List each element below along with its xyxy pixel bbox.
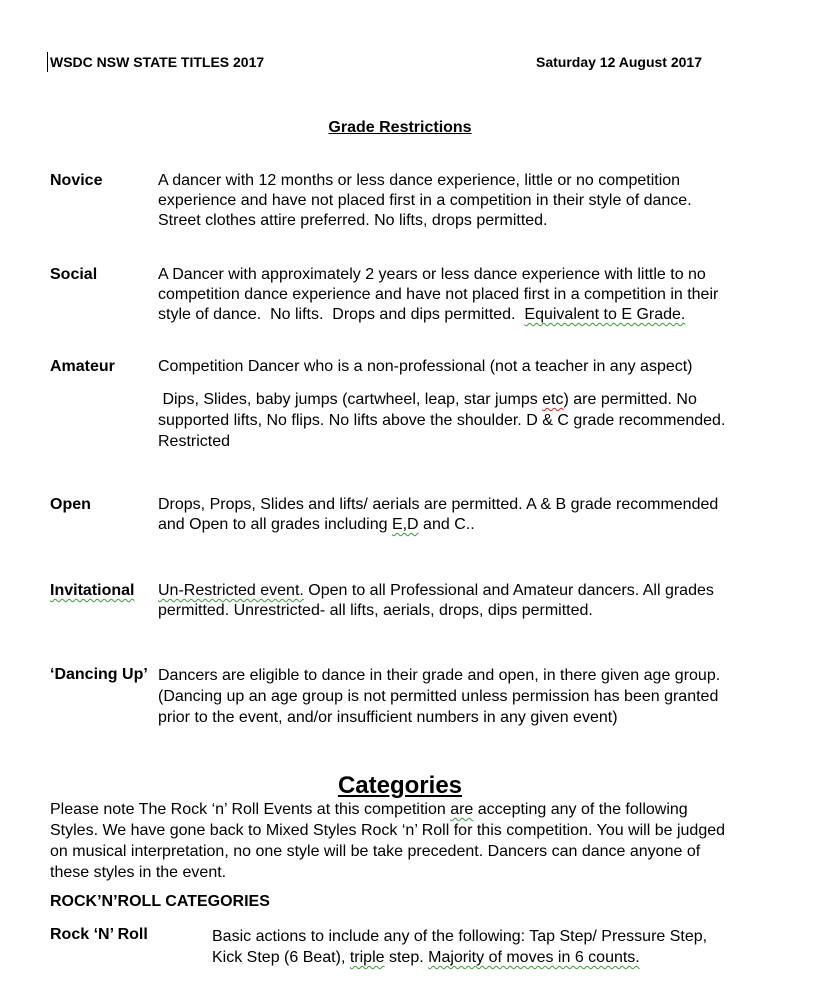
term-dancing-up: ‘Dancing Up’	[50, 666, 148, 683]
flagged-text: are	[450, 801, 474, 818]
term-social: Social	[50, 266, 98, 283]
term-invitational: Invitational	[50, 582, 135, 599]
definition-line: Street clothes attire preferred. No lifts, drops permitted.	[158, 212, 548, 229]
paragraph-line: these styles in the event.	[50, 864, 227, 881]
flagged-text: etc	[542, 391, 564, 408]
definition-amateur-details	[158, 389, 768, 452]
definition-line: A dancer with 12 months or less dance experience, little or no competition	[158, 172, 681, 189]
term-novice: Novice	[50, 172, 103, 189]
definition-novice	[158, 171, 768, 231]
definition-line: Kick Step (6 Beat), triple step. Majority of moves in 6 counts.	[212, 949, 640, 966]
definition-dancing-up	[158, 665, 768, 728]
paragraph-line: on musical interpretation, no one style will be take precedent. Dancers can dance anyone of	[50, 843, 701, 860]
paragraph-line: Styles. We have gone back to Mixed Styles Rock ‘n’ Roll for this competition. You will be judged	[50, 822, 726, 839]
definition-social	[158, 265, 768, 325]
definition-line: Basic actions to include any of the following: Tap Step/ Pressure Step,	[212, 928, 708, 945]
definition-line: supported lifts, No flips. No lifts above the shoulder. D & C grade recommended.	[158, 412, 726, 429]
definition-open	[158, 495, 768, 535]
definition-line: competition dance experience and have not placed first in a competition in their	[158, 286, 719, 303]
definition-line: permitted. Unrestricted- all lifts, aerials, drops, dips permitted.	[158, 602, 593, 619]
grade-restrictions-title: Grade Restrictions	[328, 119, 472, 136]
text-cursor	[47, 52, 48, 72]
definition-line: and Open to all grades including E,D and C..	[158, 516, 475, 533]
definition-line: style of dance. No lifts. Drops and dips permitted. Equivalent to E Grade.	[158, 306, 686, 323]
rock-n-roll-categories-heading: ROCK’N’ROLL CATEGORIES	[50, 893, 270, 910]
definition-line: Dancers are eligible to dance in their grade and open, in there given age group.	[158, 667, 721, 684]
definition-line: prior to the event, and/or insufficient numbers in any given event)	[158, 709, 618, 726]
header-event-date: Saturday 12 August 2017	[536, 54, 702, 70]
term-open: Open	[50, 496, 91, 513]
definition-line: Restricted	[158, 433, 231, 450]
definition-rock-n-roll	[212, 926, 772, 968]
definition-invitational	[158, 581, 768, 621]
definition-line: experience and have not placed first in a competition in their style of dance.	[158, 192, 692, 209]
definition-line: Un-Restricted event. Open to all Professional and Amateur dancers. All grades	[158, 582, 714, 599]
definition-line: A Dancer with approximately 2 years or less dance experience with little to no	[158, 266, 706, 283]
definition-amateur-line1: Competition Dancer who is a non-professional (not a teacher in any aspect)	[158, 358, 693, 375]
categories-intro	[50, 799, 770, 883]
flagged-text: Majority of moves in 6 counts.	[428, 949, 640, 966]
header-event-title: WSDC NSW STATE TITLES 2017	[50, 54, 265, 70]
flagged-text: Un-Restricted event.	[158, 582, 304, 599]
flagged-text: E,D	[391, 516, 419, 533]
definition-line: Drops, Props, Slides and lifts/ aerials are permitted. A & B grade recommended	[158, 496, 719, 513]
term-amateur: Amateur	[50, 358, 115, 375]
paragraph-line: Please note The Rock ‘n’ Roll Events at this competition are accepting any of the following	[50, 801, 688, 818]
flagged-text: Equivalent to E Grade.	[524, 306, 686, 323]
definition-line: Dips, Slides, baby jumps (cartwheel, leap, star jumps etc) are permitted. No	[158, 391, 697, 408]
term-rock-n-roll: Rock ‘N’ Roll	[50, 926, 148, 943]
flagged-text: triple	[349, 949, 385, 966]
categories-title: Categories	[337, 772, 463, 799]
definition-line: (Dancing up an age group is not permitted unless permission has been granted	[158, 688, 719, 705]
